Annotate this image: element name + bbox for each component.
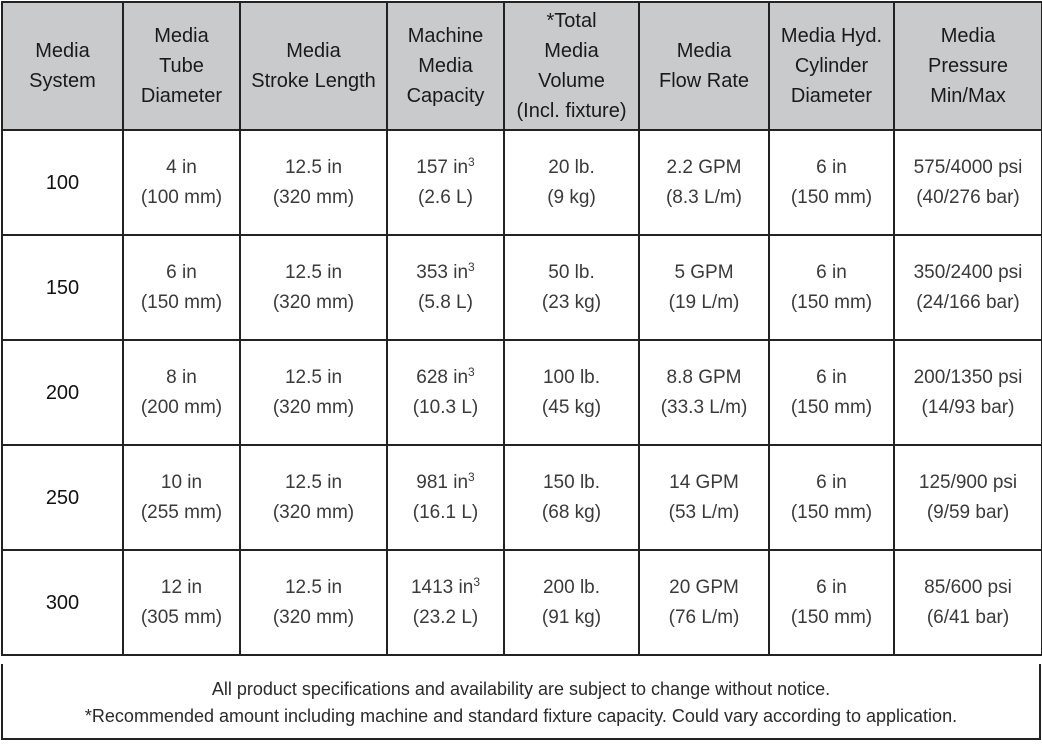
table-row <box>2 340 1042 445</box>
cell-tube-diameter-line: (305 mm) <box>140 606 223 628</box>
header-media-flow-rate <box>639 2 769 130</box>
cell-machine-capacity-line <box>388 573 503 603</box>
cell-cylinder-diameter-line: (150 mm) <box>790 606 873 628</box>
cell-stroke-length-line: (320 mm) <box>272 291 355 313</box>
cell-flow-rate-line: (8.3 L/m) <box>665 186 743 208</box>
cell-total-volume-line: (45 kg) <box>541 396 602 418</box>
header-machine-media-capacity <box>387 2 504 130</box>
table-row <box>2 550 1042 655</box>
header-line: Media <box>940 25 996 47</box>
header-line: Capacity <box>406 85 485 107</box>
cell-stroke-length <box>240 130 387 235</box>
cell-cylinder-diameter-line: 6 in <box>816 366 847 388</box>
disclaimer-note: All product specifications and availability are subject to change without notice. <box>211 679 831 699</box>
header-line: (Incl. fixture) <box>516 100 627 122</box>
cell-machine-capacity-line <box>388 153 503 183</box>
header-line: Pressure <box>927 55 1009 77</box>
table-row <box>2 130 1042 235</box>
cell-cylinder-diameter <box>769 550 894 655</box>
cell-stroke-length-line: 12.5 in <box>284 471 343 493</box>
cell-pressure-line: (40/276 bar) <box>916 186 1020 208</box>
cell-stroke-length-line: (320 mm) <box>272 606 355 628</box>
cell-pressure-line: 85/600 psi <box>924 576 1012 598</box>
cubic-superscript: 3 <box>468 154 475 169</box>
cell-pressure-line: 200/1350 psi <box>913 366 1023 388</box>
cell-stroke-length <box>240 235 387 340</box>
cell-total-volume-line: (23 kg) <box>541 291 602 313</box>
cell-cylinder-diameter-line: 6 in <box>816 576 847 598</box>
cell-pressure <box>894 550 1042 655</box>
capacity-value: 1413 in <box>410 576 474 598</box>
cell-total-volume <box>504 340 639 445</box>
cell-stroke-length-line: 12.5 in <box>284 366 343 388</box>
cell-stroke-length-line: 12.5 in <box>284 576 343 598</box>
cell-machine-capacity <box>387 235 504 340</box>
cell-flow-rate-line: 20 GPM <box>669 576 739 598</box>
cell-machine-capacity <box>387 550 504 655</box>
header-line: Flow Rate <box>658 70 750 92</box>
cell-flow-rate-line: (76 L/m) <box>668 606 740 628</box>
cell-tube-diameter-line: 10 in <box>160 471 203 493</box>
cell-pressure-line: (9/59 bar) <box>926 501 1010 523</box>
cell-cylinder-diameter <box>769 445 894 550</box>
cell-machine-capacity-line <box>388 363 503 393</box>
cell-tube-diameter <box>123 235 240 340</box>
cell-pressure <box>894 445 1042 550</box>
cell-total-volume <box>504 130 639 235</box>
cell-cylinder-diameter-line: 6 in <box>816 156 847 178</box>
cell-pressure-line: (6/41 bar) <box>926 606 1010 628</box>
header-media-system <box>2 2 123 130</box>
cell-flow-rate <box>639 445 769 550</box>
table-body <box>2 130 1042 655</box>
cell-cylinder-diameter-line: (150 mm) <box>790 291 873 313</box>
cell-pressure-line: 125/900 psi <box>918 471 1018 493</box>
cell-total-volume-line: 50 lb. <box>548 261 595 283</box>
cell-machine-capacity <box>387 340 504 445</box>
cell-machine-capacity-line: (5.8 L) <box>418 291 473 313</box>
cell-tube-diameter-line: (150 mm) <box>140 291 223 313</box>
cell-cylinder-diameter-line: 6 in <box>816 261 847 283</box>
footnotes <box>1 664 1041 740</box>
header-line: Media <box>35 40 90 62</box>
header-media-pressure <box>894 2 1042 130</box>
cell-stroke-length <box>240 550 387 655</box>
cell-tube-diameter-line: 12 in <box>160 576 203 598</box>
header-line: Cylinder <box>794 55 869 77</box>
cell-machine-capacity-line <box>388 258 503 288</box>
header-media-tube-diameter <box>123 2 240 130</box>
cell-total-volume-line: (68 kg) <box>541 501 602 523</box>
cell-cylinder-diameter-line: (150 mm) <box>790 396 873 418</box>
header-line: Min/Max <box>930 85 1006 107</box>
cell-tube-diameter-line: (255 mm) <box>140 501 223 523</box>
cell-total-volume-line: 150 lb. <box>542 471 601 493</box>
cell-media-system: 150 <box>2 235 123 340</box>
cell-stroke-length-line: 12.5 in <box>284 156 343 178</box>
header-line: Media Hyd. <box>780 25 883 47</box>
cell-flow-rate <box>639 130 769 235</box>
header-media-stroke-length <box>240 2 387 130</box>
cubic-superscript: 3 <box>468 259 475 274</box>
capacity-value: 353 in <box>416 261 469 283</box>
cell-media-system: 250 <box>2 445 123 550</box>
media-system-spec-table <box>1 1 1042 656</box>
cell-total-volume-line: 200 lb. <box>542 576 601 598</box>
cell-pressure <box>894 130 1042 235</box>
capacity-value: 157 in <box>416 156 469 178</box>
cell-tube-diameter-line: 8 in <box>166 366 197 388</box>
cell-flow-rate <box>639 340 769 445</box>
header-line: *Total <box>546 10 597 32</box>
cell-media-system: 300 <box>2 550 123 655</box>
cell-pressure-line: (24/166 bar) <box>916 291 1020 313</box>
cell-flow-rate-line: 5 GPM <box>674 261 734 283</box>
cell-pressure-line: 350/2400 psi <box>913 261 1023 283</box>
cell-total-volume-line: 100 lb. <box>542 366 601 388</box>
header-line: Machine <box>407 25 484 47</box>
cell-machine-capacity-line: (16.1 L) <box>412 501 479 523</box>
cell-machine-capacity-line: (2.6 L) <box>418 186 473 208</box>
cell-machine-capacity <box>387 445 504 550</box>
header-line: Volume <box>538 70 605 92</box>
cell-flow-rate <box>639 550 769 655</box>
cell-tube-diameter-line: 4 in <box>166 156 197 178</box>
header-line: Diameter <box>140 85 223 107</box>
cell-flow-rate-line: (19 L/m) <box>668 291 740 313</box>
cell-cylinder-diameter-line: (150 mm) <box>790 501 873 523</box>
cell-flow-rate <box>639 235 769 340</box>
cell-tube-diameter <box>123 550 240 655</box>
cell-cylinder-diameter <box>769 340 894 445</box>
cubic-superscript: 3 <box>468 469 475 484</box>
header-line: Tube <box>159 55 204 77</box>
table-header <box>2 2 1042 130</box>
table-row <box>2 235 1042 340</box>
header-line: Media <box>154 25 209 47</box>
cell-pressure-line: (14/93 bar) <box>921 396 1015 418</box>
header-line: System <box>29 70 96 92</box>
cell-cylinder-diameter <box>769 130 894 235</box>
recommended-amount-note: *Recommended amount including machine and standard fixture capacity. Could vary according to application. <box>84 706 958 726</box>
cell-tube-diameter <box>123 445 240 550</box>
cell-flow-rate-line: 8.8 GPM <box>666 366 742 388</box>
capacity-value: 981 in <box>416 471 469 493</box>
cell-cylinder-diameter <box>769 235 894 340</box>
cell-total-volume-line: (9 kg) <box>547 186 596 208</box>
header-total-media-volume <box>504 2 639 130</box>
header-line: Stroke Length <box>251 70 376 92</box>
cell-cylinder-diameter-line: (150 mm) <box>790 186 873 208</box>
cell-pressure-line: 575/4000 psi <box>913 156 1023 178</box>
header-line: Media <box>676 40 732 62</box>
header-row <box>2 2 1042 130</box>
cell-tube-diameter-line: (200 mm) <box>140 396 223 418</box>
header-line: Diameter <box>790 85 873 107</box>
cell-pressure <box>894 340 1042 445</box>
cell-tube-diameter-line: (100 mm) <box>140 186 223 208</box>
capacity-value: 628 in <box>416 366 469 388</box>
cell-flow-rate-line: (33.3 L/m) <box>660 396 748 418</box>
cell-tube-diameter <box>123 340 240 445</box>
cell-total-volume <box>504 550 639 655</box>
header-media-hyd-cylinder-diameter <box>769 2 894 130</box>
cell-stroke-length-line: (320 mm) <box>272 186 355 208</box>
cell-stroke-length-line: (320 mm) <box>272 501 355 523</box>
cubic-superscript: 3 <box>473 574 481 589</box>
cell-flow-rate-line: 14 GPM <box>669 471 739 493</box>
cell-cylinder-diameter-line: 6 in <box>816 471 847 493</box>
cell-machine-capacity-line <box>388 468 503 498</box>
cell-machine-capacity-line: (23.2 L) <box>412 606 479 628</box>
cell-total-volume-line: 20 lb. <box>548 156 595 178</box>
header-line: Media <box>544 40 599 62</box>
cell-stroke-length <box>240 340 387 445</box>
cell-tube-diameter <box>123 130 240 235</box>
cell-flow-rate-line: (53 L/m) <box>668 501 740 523</box>
cell-pressure <box>894 235 1042 340</box>
table-row <box>2 445 1042 550</box>
cell-stroke-length-line: 12.5 in <box>284 261 343 283</box>
cell-machine-capacity-line: (10.3 L) <box>412 396 479 418</box>
cell-total-volume <box>504 235 639 340</box>
cell-media-system: 200 <box>2 340 123 445</box>
cell-stroke-length-line: (320 mm) <box>272 396 355 418</box>
cell-media-system: 100 <box>2 130 123 235</box>
cell-tube-diameter-line: 6 in <box>166 261 197 283</box>
cell-total-volume-line: (91 kg) <box>541 606 602 628</box>
header-line: Media <box>286 40 341 62</box>
cell-flow-rate-line: 2.2 GPM <box>666 156 742 178</box>
cell-total-volume <box>504 445 639 550</box>
cell-stroke-length <box>240 445 387 550</box>
cubic-superscript: 3 <box>468 364 475 379</box>
header-line: Media <box>418 55 473 77</box>
cell-machine-capacity <box>387 130 504 235</box>
